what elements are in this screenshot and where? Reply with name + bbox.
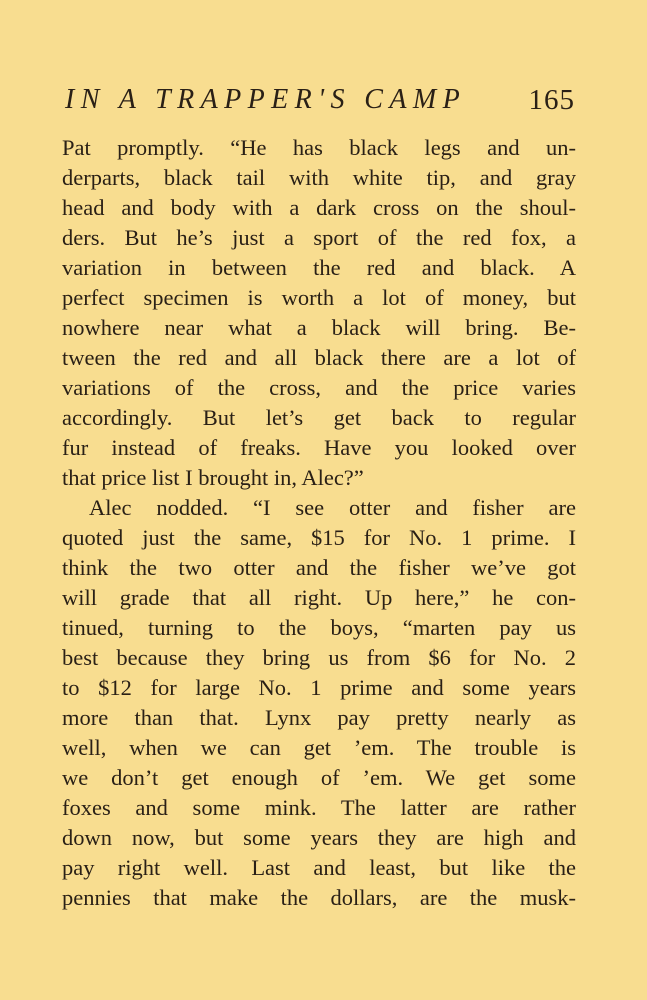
text-line: variation in between the red and black. A (62, 255, 576, 280)
text-line: ders. But he’s just a sport of the red fox, a (62, 225, 576, 250)
text-line: quoted just the same, $15 for No. 1 prime. I (62, 525, 576, 550)
text-line: that price list I brought in, Alec?” (62, 465, 364, 490)
text-line: head and body with a dark cross on the shoul- (62, 195, 576, 220)
text-line: foxes and some mink. The latter are rather (62, 795, 576, 820)
text-line: down now, but some years they are high and (62, 825, 576, 850)
running-title: IN A TRAPPER'S CAMP (65, 84, 467, 115)
running-head (65, 84, 575, 124)
text-line: well, when we can get ’em. The trouble is (62, 735, 576, 760)
text-line: tween the red and all black there are a lot of (62, 345, 576, 370)
text-line: we don’t get enough of ’em. We get some (62, 765, 576, 790)
text-line: perfect specimen is worth a lot of money, but (62, 285, 576, 310)
body-text (62, 133, 576, 913)
text-line: best because they bring us from $6 for No. 2 (62, 645, 576, 670)
text-line: more than that. Lynx pay pretty nearly as (62, 705, 576, 730)
text-line: tinued, turning to the boys, “marten pay us (62, 615, 576, 640)
text-line: pay right well. Last and least, but like the (62, 855, 576, 880)
text-line: nowhere near what a black will bring. Be- (62, 315, 576, 340)
text-line: derparts, black tail with white tip, and gray (62, 165, 576, 190)
page-number: 165 (528, 84, 575, 116)
text-line: fur instead of freaks. Have you looked over (62, 435, 576, 460)
text-line: pennies that make the dollars, are the musk- (62, 885, 576, 910)
text-line: variations of the cross, and the price varies (62, 375, 576, 400)
text-line: think the two otter and the fisher we’ve got (62, 555, 576, 580)
text-line: Alec nodded. “I see otter and fisher are (89, 495, 576, 520)
text-line: to $12 for large No. 1 prime and some years (62, 675, 576, 700)
text-line: will grade that all right. Up here,” he con- (62, 585, 576, 610)
text-line: Pat promptly. “He has black legs and un- (62, 135, 576, 160)
text-line: accordingly. But let’s get back to regular (62, 405, 576, 430)
